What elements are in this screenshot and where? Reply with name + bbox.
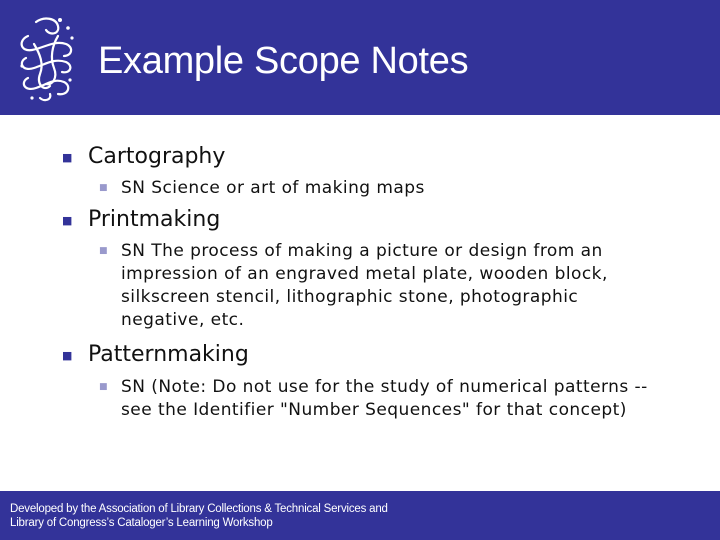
bullet-heading: Patternmaking bbox=[88, 342, 249, 367]
footer-line-2: Library of Congress’s Cataloger’s Learning Workshop bbox=[10, 517, 273, 529]
slide-footer bbox=[0, 491, 720, 540]
scope-note-text: SN The process of making a picture or design from an impression of an engraved metal plate, wooden block, silkscreen stencil, lithographic stone, photographic negative, etc. bbox=[121, 241, 608, 330]
square-bullet-icon: ■ bbox=[62, 214, 73, 227]
square-bullet-icon: ■ bbox=[62, 151, 73, 164]
scope-note-text: SN Science or art of making maps bbox=[121, 178, 425, 198]
small-square-bullet-icon: ■ bbox=[99, 382, 108, 392]
small-square-bullet-icon: ■ bbox=[99, 246, 108, 256]
small-square-bullet-icon: ■ bbox=[99, 183, 108, 193]
scope-note-text: SN (Note: Do not use for the study of numerical patterns -- see the Identifier "Number Sequences" for that concept) bbox=[121, 377, 648, 420]
footer-line-1: Developed by the Association of Library Collections & Technical Services and bbox=[10, 503, 388, 515]
slide-title: Example Scope Notes bbox=[98, 40, 469, 82]
bullet-heading: Cartography bbox=[88, 144, 226, 169]
bullet-heading: Printmaking bbox=[88, 207, 221, 232]
square-bullet-icon: ■ bbox=[62, 349, 73, 362]
